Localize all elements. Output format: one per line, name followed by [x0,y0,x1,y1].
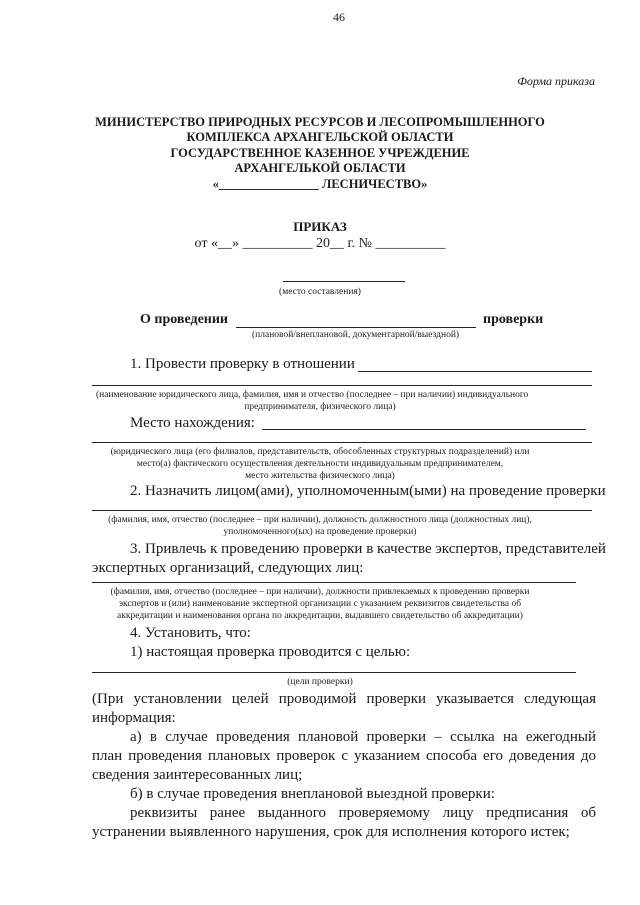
item3-line-1: 3. Привлечь к проведению проверки в качестве экспертов, представителей [130,541,606,557]
item3-line-2: экспертных организаций, следующих лиц: [92,560,364,576]
item3-caption-1: (фамилия, имя, отчество (последнее – при наличии), должности привлекаемых к проведению проверки [110,587,530,597]
note-line-1: (При установлении целей проводимой проверки указывается следующая [92,691,596,707]
header-line-1: МИНИСТЕРСТВО ПРИРОДНЫХ РЕСУРСОВ И ЛЕСОПРОМЫШЛЕННОГО [95,115,545,129]
item3-caption-2: экспертов и (или) наименование экспертной организации с указанием реквизитов свидетельства об [118,599,522,609]
subject-caption: (плановой/внеплановой, документарной/выездной) [252,330,460,340]
note-a-line-3: сведения заинтересованных лиц; [92,767,303,783]
note-c-line-1: реквизиты ранее выданного проверяемому лицу предписания об [130,805,596,821]
item1-caption-2: предпринимателя, физического лица) [244,402,396,412]
item3-full-line [92,582,576,583]
place-field-line [283,281,405,282]
place-caption: (место составления) [279,287,361,297]
note-b-line-1: б) в случае проведения внеплановой выездной проверки: [130,786,495,802]
note-a-line-2: план проведения плановых проверок с указанием способа его доведения до [92,748,596,764]
note-line-2: информация: [92,710,176,726]
order-title: ПРИКАЗ [293,219,347,234]
location-caption-2: место(а) фактического осуществления деятельности индивидуальным предпринимателем, [136,459,504,469]
note-c-line-2: устранении выявленного нарушения, срок для исполнения которого истек; [92,824,570,840]
location-field-line [262,429,586,430]
subject-prefix: О проведении [140,312,228,327]
item1-text: 1. Провести проверку в отношении [130,356,355,372]
subject-suffix: проверки [483,312,544,327]
item2-text: 2. Назначить лицом(ами), уполномоченным(ыми) на проведение проверки [130,483,606,499]
item1-full-line [92,385,592,386]
header-line-2: КОМПЛЕКСА АРХАНГЕЛЬСКОЙ ОБЛАСТИ [186,130,454,144]
item4-sub1: 1) настоящая проверка проводится с целью: [130,644,411,660]
location-caption-3: место жительства физического лица) [245,471,395,481]
item4-caption: (цели проверки) [287,677,353,687]
form-label: Форма приказа [517,74,595,88]
item4-text: 4. Установить, что: [130,625,251,641]
header-line-3: ГОСУДАРСТВЕННОЕ КАЗЕННОЕ УЧРЕЖДЕНИЕ [170,146,470,160]
item4-full-line [92,672,576,673]
subject-field-line [236,327,476,328]
note-a-line-1: а) в случае проведения плановой проверки – ссылка на ежегодный [130,729,596,745]
order-date-line: от «__» __________ 20__ г. № __________ [194,236,446,251]
header-line-5: «________________ ЛЕСНИЧЕСТВО» [212,177,428,191]
header-line-4: АРХАНГЕЛЬКОЙ ОБЛАСТИ [234,161,406,175]
item2-caption-2: уполномоченного(ых) на проведение проверки) [223,527,417,537]
item2-full-line [92,510,592,511]
page-number: 46 [333,10,345,24]
item1-caption-1: (наименование юридического лица, фамилия, имя и отчество (последнее – при наличии) индивидуального [96,390,529,400]
location-caption-1: (юридического лица (его филиалов, представительств, обособленных структурных подразделений) или [110,447,530,457]
item2-caption-1: (фамилия, имя, отчество (последнее – при наличии), должность должностного лица (должностных лиц), [108,515,532,525]
item3-caption-3: аккредитации и наименования органа по аккредитации, выдавшего свидетельство об аккредитации) [117,611,523,621]
location-full-line [92,442,592,443]
location-label: Место нахождения: [130,415,255,431]
item1-field-line [358,371,592,372]
